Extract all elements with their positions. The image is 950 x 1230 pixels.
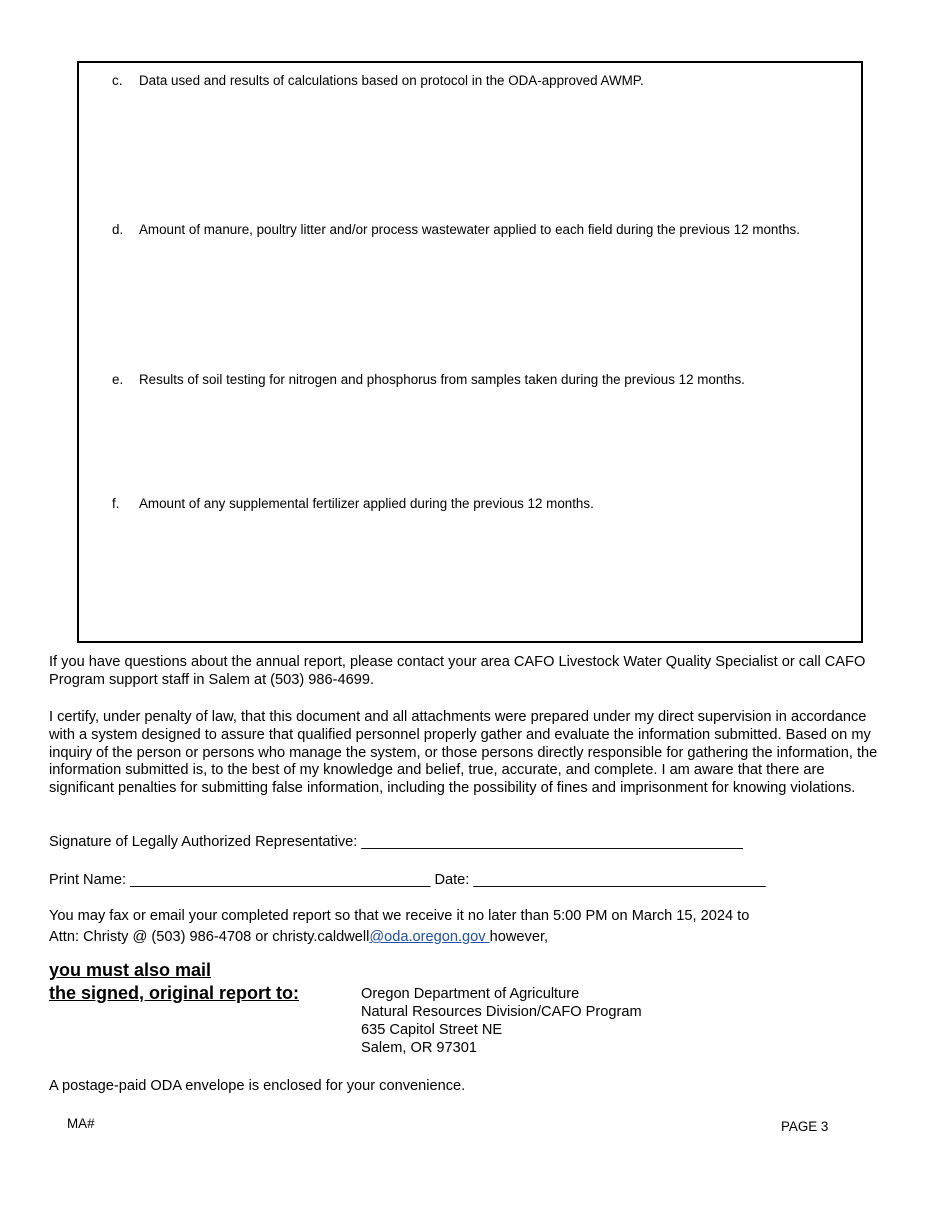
fax-contact-line	[49, 929, 548, 945]
must-mail-heading	[49, 959, 299, 1005]
item-text: Data used and results of calculations based on protocol in the ODA-approved AWMP.	[139, 73, 644, 88]
address-line: Oregon Department of Agriculture	[361, 986, 580, 1002]
ma-number-label: MA#	[67, 1116, 95, 1131]
item-d	[112, 222, 800, 237]
item-letter: f.	[112, 496, 120, 511]
item-f	[112, 496, 594, 511]
print-name-date-line[interactable]: Print Name: _____________________________________ Date: ____________________________________	[49, 872, 766, 888]
certification-paragraph: I certify, under penalty of law, that this document and all attachments were prepared under my direct supervision in accordance with a system designed to assure that qualified personnel properly gather and evaluate the information submitted. Based on my inquiry of the person or persons who manage the system, or those persons directly responsible for gathering the information, the information submitted is, to the best of my knowledge and belief, true, accurate, and complete. I am aware that there are significant penalties for submitting false information, including the possibility of fines and imprisonment for knowing violations.	[49, 709, 878, 797]
email-link[interactable]: @oda.oregon.gov	[369, 929, 490, 945]
item-letter: e.	[112, 372, 124, 387]
item-letter: d.	[112, 222, 124, 237]
mailing-address	[361, 985, 642, 1057]
fax-contact-text: Attn: Christy @ (503) 986-4708 or christy.caldwell	[49, 929, 370, 945]
envelope-note: A postage-paid ODA envelope is enclosed for your convenience.	[49, 1078, 466, 1094]
item-c	[112, 73, 644, 88]
page-number: PAGE 3	[781, 1119, 829, 1134]
item-text: Amount of manure, poultry litter and/or process wastewater applied to each field during the previous 12 months.	[139, 222, 800, 237]
address-line: Natural Resources Division/CAFO Program	[361, 1004, 642, 1020]
address-line: Salem, OR 97301	[361, 1040, 478, 1056]
must-mail-colon: :	[293, 983, 300, 1003]
item-e	[112, 372, 745, 387]
contact-paragraph: If you have questions about the annual report, please contact your area CAFO Livestock Water Quality Specialist or call CAFO Program support staff in Salem at (503) 986-4699.	[49, 654, 866, 688]
address-line: 635 Capitol Street NE	[361, 1022, 503, 1038]
form-box	[77, 61, 863, 643]
fax-contact-suffix: however,	[489, 929, 549, 945]
fax-instructions: You may fax or email your completed report so that we receive it no later than 5:00 PM on March 15, 2024 to	[49, 908, 750, 924]
signature-line[interactable]: Signature of Legally Authorized Representative: _______________________________________________	[49, 834, 743, 850]
item-letter: c.	[112, 73, 123, 88]
must-mail-line-1: you must also mail	[49, 960, 212, 980]
item-text: Results of soil testing for nitrogen and phosphorus from samples taken during the previous 12 months.	[139, 372, 745, 387]
must-mail-text: the signed, original report to	[49, 983, 294, 1003]
item-text: Amount of any supplemental fertilizer applied during the previous 12 months.	[139, 496, 594, 511]
must-mail-line-2	[49, 982, 299, 1005]
